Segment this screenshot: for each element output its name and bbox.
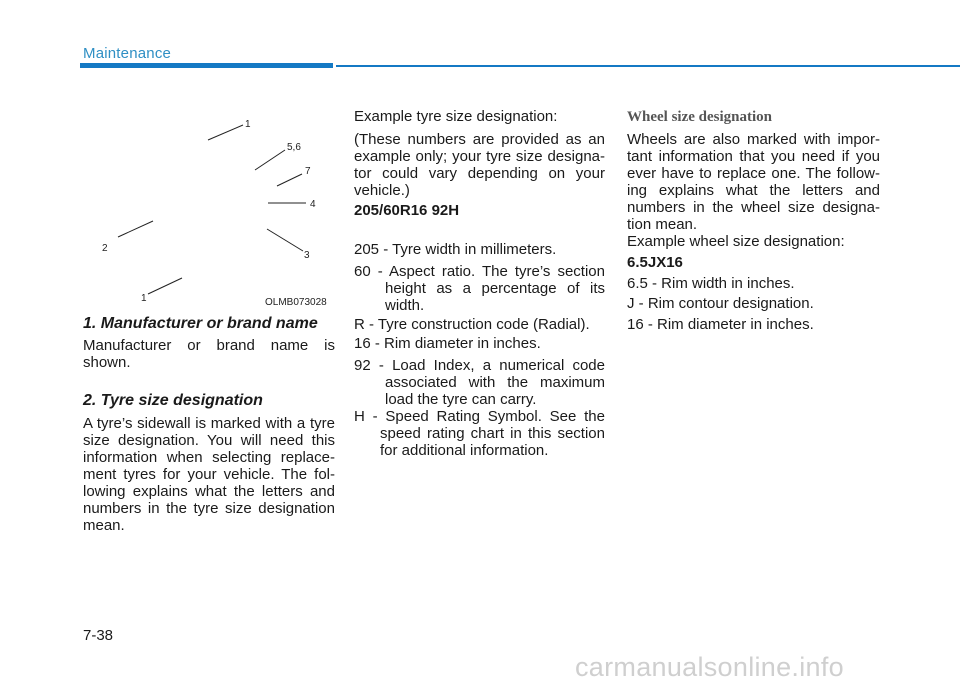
page-number: 7-38: [83, 627, 114, 644]
tyre-sidewall-figure: [80, 108, 335, 308]
wheel-def-item: J - Rim contour designation.: [627, 295, 814, 312]
callout-line: [148, 278, 182, 294]
column-middle: [354, 408, 605, 459]
column-right: [627, 316, 880, 333]
header-rule-thin: [336, 65, 960, 67]
heading-tyre-size: 2. Tyre size designation: [83, 392, 263, 409]
wheel-example-code: 6.5JX16: [627, 254, 683, 271]
column-middle: [354, 263, 605, 314]
column-right: [627, 131, 880, 233]
column-middle: [354, 202, 605, 219]
tyre-example-intro: Example tyre size designation:: [354, 108, 558, 125]
column-right: [627, 233, 880, 250]
tyre-def-item: 205 - Tyre width in millimeters.: [354, 241, 557, 258]
column-right: [627, 275, 880, 292]
section-title: Maintenance: [83, 45, 172, 62]
column-middle: [354, 108, 605, 125]
callout-line: [255, 150, 285, 170]
column-left: [83, 315, 335, 332]
tyre-def-item: 92 - Load Index, a numerical code associated with the maximum load the tyre can carry.: [354, 357, 605, 408]
paragraph-wheel-size: Wheels are also marked with impor-tant information that you need if you ever have to replace one. The follow-ing explains what the letters and numbers in the wheel size designa-tion mean.: [627, 131, 880, 233]
paragraph-tyre-size: A tyre’s sidewall is marked with a tyre size designation. You will need this information when selecting replace-ment tyres for your vehicle. The fol-lowing explains what the letters and numbers in the tyre size designation mean.: [83, 415, 335, 534]
callout-line: [208, 125, 243, 140]
callout-label: 5,6: [287, 142, 301, 153]
column-middle: [354, 335, 605, 352]
wheel-example-intro: Example wheel size designation:: [627, 233, 845, 250]
column-right: [627, 109, 880, 126]
callout-diagram: [80, 108, 335, 308]
tyre-def-item: 16 - Rim diameter in inches.: [354, 335, 541, 352]
callout-line: [118, 221, 153, 237]
tyre-def-item: 60 - Aspect ratio. The tyre’s section height as a percentage of its width.: [354, 263, 605, 314]
wheel-def-item: 16 - Rim diameter in inches.: [627, 316, 814, 333]
tyre-def-item: R - Tyre construction code (Radial).: [354, 316, 590, 333]
callout-label: 2: [102, 243, 108, 254]
column-left: [83, 415, 335, 534]
callout-label: 7: [305, 166, 311, 177]
header-rule-thick: [80, 63, 333, 68]
column-middle: [354, 241, 605, 258]
column-right: [627, 295, 880, 312]
column-left: [83, 392, 335, 409]
heading-wheel-size: Wheel size designation: [627, 109, 772, 125]
figure-code: OLMB073028: [265, 297, 327, 308]
callout-label: 1: [245, 119, 251, 130]
tyre-example-code: 205/60R16 92H: [354, 202, 460, 219]
column-right: [627, 254, 880, 271]
paragraph-manufacturer: Manufacturer or brand name is shown.: [83, 337, 335, 371]
column-middle: [354, 316, 605, 333]
wheel-def-item: 6.5 - Rim width in inches.: [627, 275, 795, 292]
callout-label: 4: [310, 199, 316, 210]
column-middle: [354, 131, 605, 199]
tyre-example-note: (These numbers are provided as an example only; your tyre size designa-tor could vary depending on your vehicle.): [354, 131, 605, 199]
column-left: [83, 337, 335, 371]
callout-line: [277, 174, 302, 186]
watermark: carmanualsonline.info: [575, 652, 844, 682]
column-middle: [354, 357, 605, 408]
callout-line: [267, 229, 303, 251]
heading-manufacturer: 1. Manufacturer or brand name: [83, 315, 318, 332]
tyre-def-item: H - Speed Rating Symbol. See the speed rating chart in this section for additional information.: [354, 408, 605, 459]
callout-label: 1: [141, 293, 147, 304]
callout-label: 3: [304, 250, 310, 261]
